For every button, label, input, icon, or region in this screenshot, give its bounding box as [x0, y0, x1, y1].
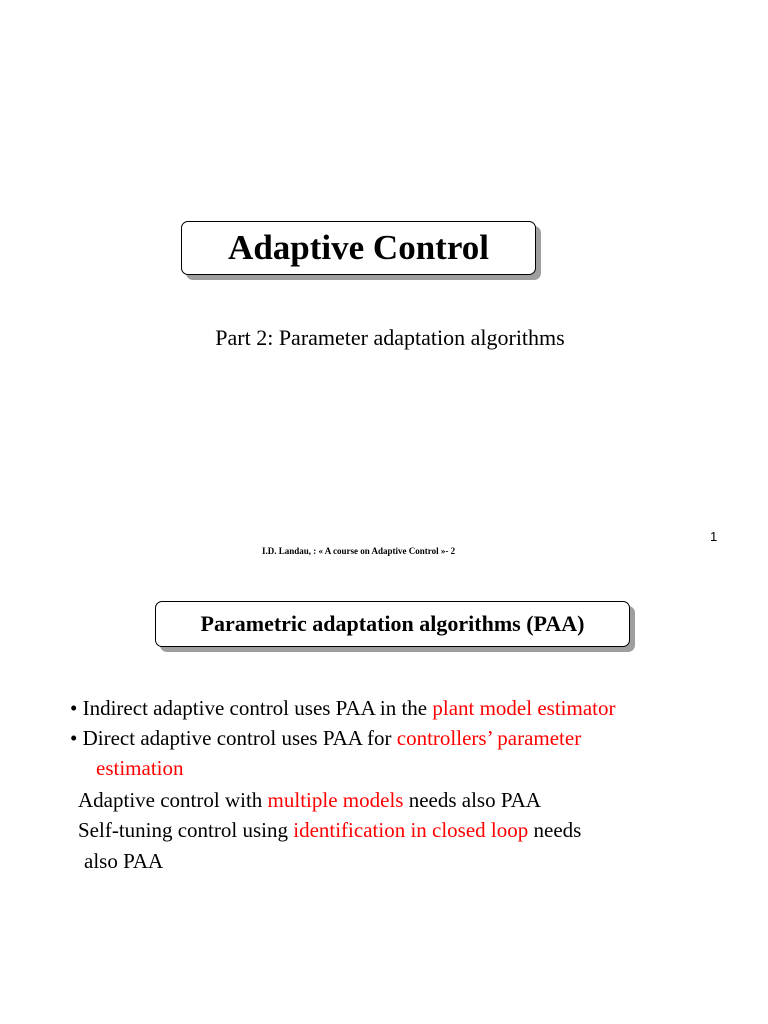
list-item — [70, 696, 615, 720]
item-highlight: multiple models — [267, 788, 404, 812]
slide-subtitle: Part 2: Parameter adaptation algorithms — [215, 325, 565, 350]
page-number: 1 — [710, 529, 718, 544]
item-text: Indirect adaptive control uses PAA in the — [77, 696, 433, 720]
item-highlight: plant model estimator — [432, 696, 616, 720]
item-text: Direct adaptive control uses PAA for — [77, 726, 397, 750]
item-highlight-continued: estimation — [96, 756, 184, 780]
bullet-icon: • — [70, 726, 78, 750]
item-highlight: identification in closed loop — [293, 818, 529, 842]
list-item — [78, 788, 541, 812]
section-heading: Parametric adaptation algorithms (PAA) — [200, 611, 585, 636]
bullet-icon: • — [70, 696, 78, 720]
item-highlight: controllers’ parameter — [396, 726, 582, 750]
list-item — [78, 818, 581, 842]
item-text-continued: also PAA — [84, 849, 164, 873]
footer-reference: I.D. Landau, : « A course on Adaptive Control »- 2 — [262, 546, 456, 556]
item-text-after: needs — [528, 818, 582, 842]
item-text: Self-tuning control using — [78, 818, 294, 842]
list-item — [70, 726, 581, 750]
slide-title: Adaptive Control — [228, 228, 489, 267]
item-text: Adaptive control with — [78, 788, 268, 812]
title-box — [181, 221, 536, 275]
item-text-after: needs also PAA — [403, 788, 541, 812]
section-heading-box — [155, 601, 630, 647]
